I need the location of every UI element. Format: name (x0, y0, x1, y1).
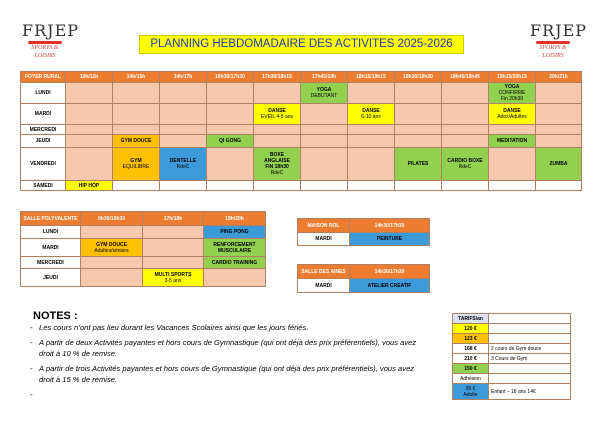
price-desc (489, 364, 571, 374)
day-label: LUNDI (21, 83, 66, 104)
price-desc: 3 Cours de Gym (489, 354, 571, 364)
notes-title: NOTES : (33, 310, 78, 322)
activity-cell-zumba: ZUMBA (536, 148, 582, 181)
note-item: - Les cours n’ont pas lieu durant les Vacances Scolaires ainsi que les jours fériés. (28, 322, 423, 334)
activity-cell-danse-6-10: DANSE 6-10 ans (348, 104, 395, 125)
price-cell: 120 € (453, 324, 489, 334)
col-header: 14h/17h (160, 72, 207, 83)
price-desc (489, 334, 571, 344)
salle-polyvalente-schedule (20, 211, 266, 287)
activity-cell-yoga-confirme: YOGA CONFIRME Fin 20h30 (489, 83, 536, 104)
header-row (21, 72, 582, 83)
activity-cell-danse-ados: DANSE Ados/Adultes (489, 104, 536, 125)
price-cell: 150 € (453, 364, 489, 374)
col-header: 17h45/19h (301, 72, 348, 83)
day-label: MARDI (298, 233, 350, 246)
activity-cell-hip-hop: HIP HOP (66, 181, 113, 191)
activity-cell-boxe-anglaise: BOXE ANGLAISE FIN 18h30 RdeC (254, 148, 301, 181)
activity-cell-danse-eveil: DANSE EVEIL 4-5 ans (254, 104, 301, 125)
day-label: MARDI (21, 239, 81, 257)
activity-cell-atelier-creatif: ATELIER CREATIF (350, 279, 430, 293)
col-header: 14h30/17h30 (350, 219, 430, 233)
col-header: 14h30/17h30 (350, 265, 430, 279)
tarifs-header: TARIFS/an (453, 314, 489, 324)
activity-cell-pilates: PILATES (395, 148, 442, 181)
foyer-rural-schedule (20, 71, 582, 191)
price-cell: 210 € (453, 354, 489, 364)
activity-cell-cardio-training: CARDIO TRAINING (204, 257, 266, 269)
day-label: JEUDI (21, 269, 81, 287)
day-label: LUNDI (21, 226, 81, 239)
price-desc (489, 324, 571, 334)
activity-cell-gym-douce: GYM DOUCE (113, 135, 160, 148)
corner-label: SALLE POLYVALENTE (21, 212, 81, 226)
col-header: 9h30/10h30 (81, 212, 143, 226)
activity-cell-renforcement: RENFORCEMENT MUSCULAIRE (204, 239, 266, 257)
col-header: 18h15/19h15 (348, 72, 395, 83)
activity-cell-ping-pong: PING PONG (204, 226, 266, 239)
day-label: MERCREDI (21, 257, 81, 269)
price-desc: 2 cours de Gym douce (489, 344, 571, 354)
frjep-logo-right: FRJEP SPORTS & LOISIRS (530, 21, 588, 59)
row-jeudi (21, 135, 582, 148)
corner-label: SALLE DES AINES (298, 265, 350, 279)
day-label: SAMEDI (21, 181, 66, 191)
col-header: 16h30/17h30 (207, 72, 254, 83)
corner-label: MAISON ROL (298, 219, 350, 233)
activity-cell-multi-sports: MULTI SPORTS 3-5 ans (143, 269, 204, 287)
day-label: MERCREDI (21, 125, 66, 135)
activity-cell-dentelle: DENTELLE RdeC (160, 148, 207, 181)
page-title: PLANNING HEBDOMADAIRE DES ACTIVITES 2025-2026 (139, 35, 464, 54)
activity-cell-gym-douce-adultes: GYM DOUCE Adultes/séniors (81, 239, 143, 257)
note-item: - A partir de trois Activités payantes et hors cours de Gymnastique (qui ont déjà des prix préférentiels), vous avez droit à 15 % de remise. (28, 363, 423, 386)
notes-list (28, 322, 423, 389)
adhesion-desc: Enfant – 18 ans 14€ (489, 384, 571, 400)
day-label: MARDI (21, 104, 66, 125)
row-vendredi (21, 148, 582, 181)
day-label: VENDREDI (21, 148, 66, 181)
col-header: 19h15/20h15 (489, 72, 536, 83)
col-header: 17h30/18h15 (254, 72, 301, 83)
col-header: 18h30/19h30 (395, 72, 442, 83)
activity-cell-meditation: MEDITATION (489, 135, 536, 148)
note-item: - A partir de deux Activités payantes et hors cours de Gymnastique (qui ont déjà des prix préférentiels), vous avez droit à 10 % de remise. (28, 337, 423, 360)
activity-cell-peinture: PEINTURE (350, 233, 430, 246)
row-mercredi (21, 125, 582, 135)
row-samedi (21, 181, 582, 191)
activity-cell-yoga-debutant: YOGA DEBUTANT (301, 83, 348, 104)
col-header: 10h/11h (66, 72, 113, 83)
salle-aines-schedule (297, 264, 430, 293)
day-label: JEUDI (21, 135, 66, 148)
row-lundi (21, 83, 582, 104)
activity-cell-cardio-boxe: CARDIO BOXE RdeC (442, 148, 489, 181)
tarifs-table (452, 313, 571, 400)
adhesion-price: 26 € Adulte (453, 384, 489, 400)
price-cell: 123 € (453, 334, 489, 344)
adhesion-label: Adhésion (453, 374, 489, 384)
col-header: 20h/21h (536, 72, 582, 83)
col-header: 17h/18h (143, 212, 204, 226)
col-header: 18h45/19h45 (442, 72, 489, 83)
col-header: 19h/20h (204, 212, 266, 226)
col-header: 14h/15h (113, 72, 160, 83)
maison-rol-schedule (297, 218, 430, 246)
price-cell: 168 € (453, 344, 489, 354)
activity-cell-qi-gong: QI GONG (207, 135, 254, 148)
corner-label: FOYER RURAL (21, 72, 66, 83)
activity-cell-gym-equilibre: GYM EQUILIBRE (113, 148, 160, 181)
row-mardi (21, 104, 582, 125)
frjep-logo-left: FRJEP SPORTS & LOISIRS (22, 21, 80, 59)
day-label: MARDI (298, 279, 350, 293)
